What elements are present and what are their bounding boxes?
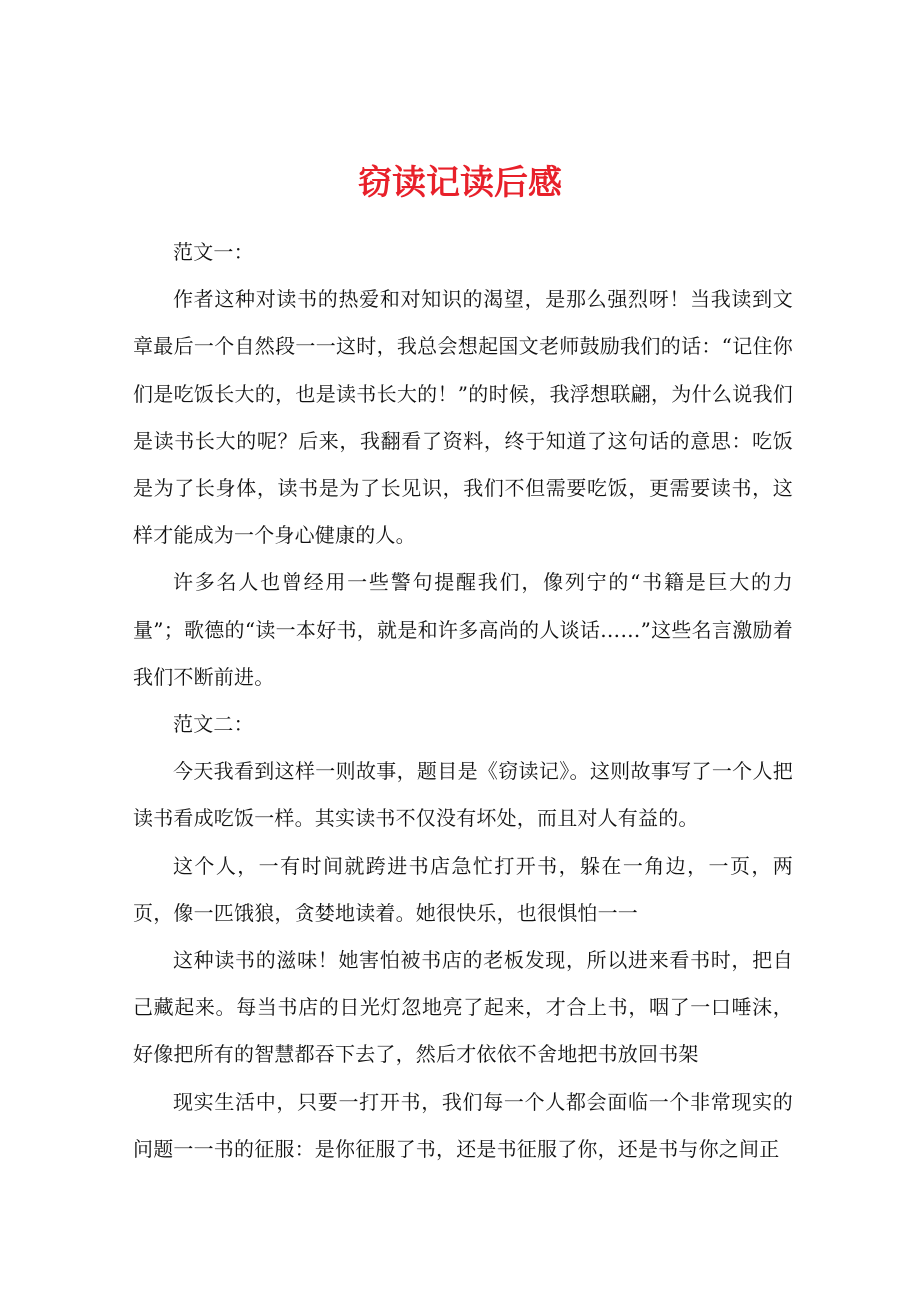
paragraph-sample-two-heading: 范文二： (173, 712, 254, 737)
paragraph: 这种读书的滋味！她害怕被书店的老板发现，所以进来看书时，把自己藏起来。每当书店的日光灯忽地亮了起来，才合上书，咽了一口唾沫，好像把所有的智慧都吞下去了，然后才依依不舍地把书放回书架 (133, 948, 793, 1067)
document-title: 窃读记读后感 (358, 162, 562, 203)
paragraph-sample-one-heading: 范文一： (173, 240, 254, 264)
paragraph: 许多名人也曾经用一些警句提醒我们，像列宁的“书籍是巨大的力量”；歌德的“读一本好书，就是和许多高尚的人谈话……”这些名言激励着我们不断前进。 (133, 570, 793, 689)
paragraph: 作者这种对读书的热爱和对知识的渴望，是那么强烈呀！当我读到文章最后一个自然段一一这时，我总会想起国文老师鼓励我们的话：“记住你们是吃饭长大的，也是读书长大的！”的时候，我浮想联翩，为什么说我们是读书长大的呢？后来，我翻看了资料，终于知道了这句话的意思：吃饭是为了长身体，读书是为了长见识，我们不但需要吃饭，更需要读书，这样才能成为一个身心健康的人。 (133, 287, 793, 548)
paragraph: 这个人，一有时间就跨进书店急忙打开书，躲在一角边，一页，两页，像一匹饿狼，贪婪地读着。她很快乐，也很惧怕一一 (133, 853, 793, 925)
paragraph: 现实生活中，只要一打开书，我们每一个人都会面临一个非常现实的问题一一书的征服：是你征服了书，还是书征服了你，还是书与你之间正 (133, 1089, 793, 1161)
document-body (133, 229, 793, 1173)
paragraph: 今天我看到这样一则故事，题目是《窃读记》。这则故事写了一个人把读书看成吃饭一样。其实读书不仅没有坏处，而且对人有益的。 (133, 759, 793, 831)
